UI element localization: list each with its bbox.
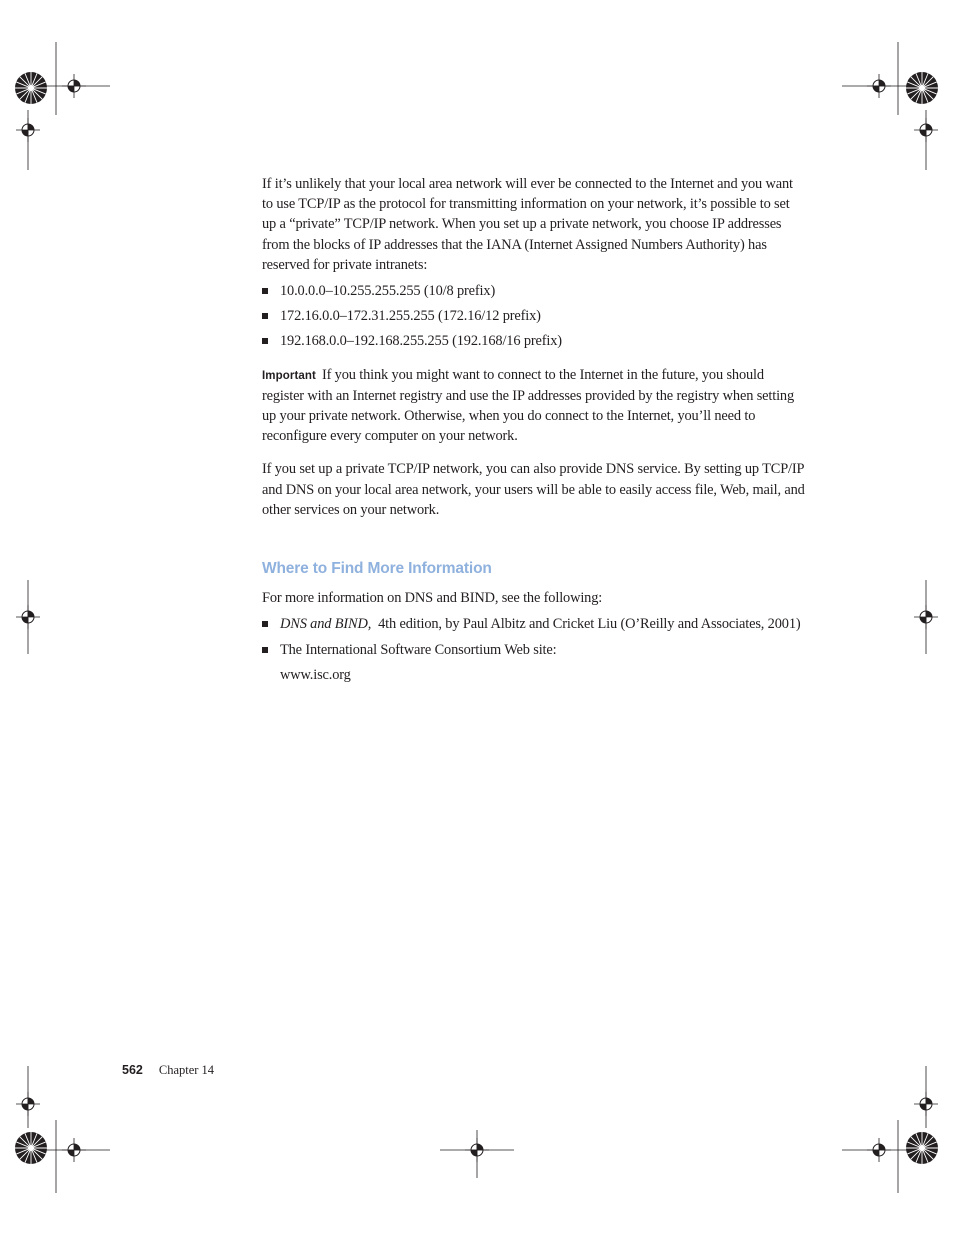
book-title: DNS and BIND, [280,616,372,633]
important-text: If you think you might want to connect to the Internet in the future, you should register with an Internet registry and use the IP addresses provided by the registry when setting up your private network. Otherwise, when you do connect to the Internet, you’ll need to reconfigure every computer on your network. [262,366,795,445]
ip-range-list [262,281,807,352]
important-label: Important [262,369,316,382]
reference-list [262,614,807,659]
more-info-lead: For more information on DNS and BIND, see the following: [262,590,603,607]
square-bullet-icon [262,338,268,344]
square-bullet-icon [262,647,268,653]
section-heading: Where to Find More Information [262,560,492,578]
square-bullet-icon [262,621,268,627]
list-item: 10.0.0.0–10.255.255.255 (10/8 prefix) [262,281,807,301]
list-item: 192.168.0.0–192.168.255.255 (192.168/16 prefix) [262,331,807,351]
list-item: 172.16.0.0–172.31.255.255 (172.16/12 prefix) [262,306,807,326]
list-item [262,614,807,634]
dns-paragraph: If you set up a private TCP/IP network, you can also provide DNS service. By setting up TCP/IP and DNS on your local area network, your users will be able to easily access file, Web, mail, and other services on your network. [262,461,805,518]
page-footer [122,1063,214,1078]
page-number: 562 [122,1063,143,1077]
book-details: 4th edition, by Paul Albitz and Cricket Liu (O’Reilly and Associates, 2001) [378,616,801,633]
page-body [262,174,807,685]
square-bullet-icon [262,288,268,294]
isc-url: www.isc.org [280,666,351,683]
list-item: The International Software Consortium Web site: [262,640,807,660]
chapter-label: Chapter 14 [158,1063,215,1077]
square-bullet-icon [262,313,268,319]
intro-paragraph: If it’s unlikely that your local area network will ever be connected to the Internet and you want to use TCP/IP as the protocol for transmitting information on your network, it’s possible to set up a “private” TCP/IP network. When you set up a private network, you choose IP addresses from the blocks of IP addresses that the IANA (Internet Assigned Numbers Authority) has reserved for private intranets: [262,176,793,273]
important-note [262,365,807,447]
